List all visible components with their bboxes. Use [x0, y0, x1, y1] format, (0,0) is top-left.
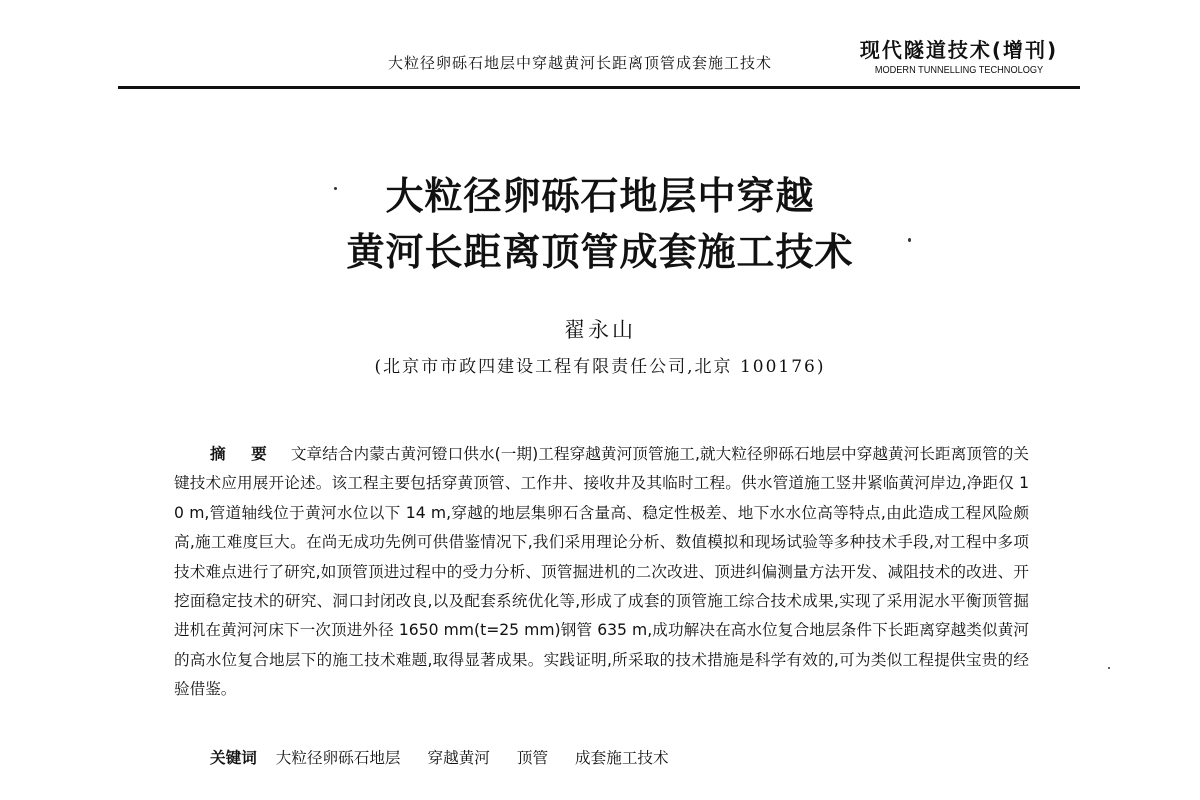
keywords-list	[276, 749, 691, 767]
paper-title-line-2: 黄河长距离顶管成套施工技术	[346, 230, 854, 274]
running-header	[118, 38, 1078, 86]
abstract	[174, 440, 1029, 705]
keyword-item: 穿越黄河	[427, 749, 490, 767]
paper-title-line-1: 大粒径卵砾石地层中穿越	[385, 174, 815, 218]
header-divider	[118, 86, 1080, 89]
keyword-item: 大粒径卵砾石地层	[275, 749, 401, 767]
author-affiliation: (北京市市政四建设工程有限责任公司,北京 100176)	[374, 357, 826, 377]
journal-masthead	[854, 38, 1064, 78]
abstract-text: 文章结合内蒙古黄河镫口供水(一期)工程穿越黄河顶管施工,就大粒径卵砾石地层中穿越黄河长距离顶管的关键技术应用展开论述。该工程主要包括穿黄顶管、工作井、接收井及其临时工程。供水管道施工竖井紧临黄河岸边,净距仅 10 m,管道轴线位于黄河水位以下 14 m,穿越的地层集卵石含量高、稳定性极差、地下水水位高等特点,由此造成工程风险颇高,施工难度巨大。在尚无成功先例可供借鉴情况下,我们采用理论分析、数值模拟和现场试验等多种技术手段,对工程中多项技术难点进行了研究,如顶管顶进过程中的受力分析、顶管掘进机的二次改进、顶进纠偏测量方法开发、减阻技术的改进、开挖面稳定技术的研究、洞口封闭改良,以及配套系统优化等,形成了成套的顶管施工综合技术成果,实现了采用泥水平衡顶管掘进机在黄河河床下一次顶进外径 1650 mm(t=25 mm)钢管 635 m,成功解决在高水位复合地层条件下长距离穿越类似黄河的高水位复合地层下的施工技术难题,取得显著成果。实践证明,所采取的技术措施是科学有效的,可为类似工程提供宝贵的经验借鉴。	[174, 445, 1030, 699]
keywords	[210, 744, 1030, 773]
keyword-item: 顶管	[516, 749, 549, 767]
journal-name-en: MODERN TUNNELLING TECHNOLOGY	[874, 65, 1044, 76]
author-name: 翟永山	[564, 318, 636, 342]
keyword-item: 成套施工技术	[575, 749, 669, 767]
keywords-label: 关键词	[210, 749, 257, 767]
scan-speck	[334, 187, 337, 190]
journal-name-cn: 现代隧道技术(增刊)	[859, 38, 1059, 62]
paper-title	[0, 168, 1200, 280]
running-title: 大粒径卵砾石地层中穿越黄河长距离顶管成套施工技术	[388, 54, 773, 72]
abstract-label: 摘 要	[210, 445, 277, 463]
scan-speck	[908, 238, 911, 242]
scan-speck	[1108, 667, 1110, 669]
